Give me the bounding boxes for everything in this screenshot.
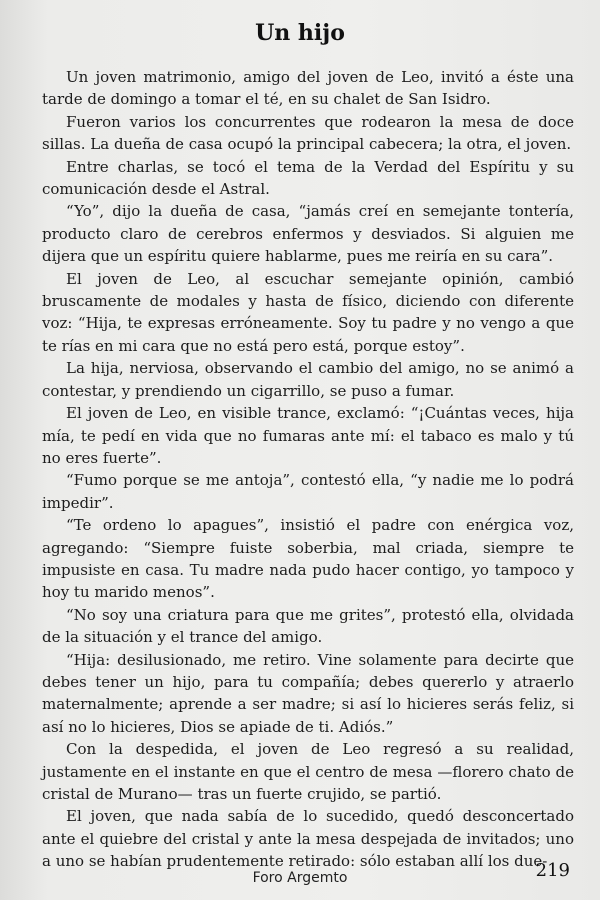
- paragraph: “Yo”, dijo la dueña de casa, “jamás creí en semejante tontería, producto claro de cerebros enfermos y desviados. Si alguien me dijera que un espíritu quiere hablarme, pues me reiría en su cara”.: [42, 202, 574, 266]
- paragraph: Entre charlas, se tocó el tema de la Verdad del Espíritu y su comunicación desde el Astral.: [42, 157, 574, 199]
- paragraph: El joven de Leo, en visible trance, exclamó: “¡Cuántas veces, hija mía, te pedí en vida que no fumaras ante mí: el tabaco es malo y tú no eres fuerte”.: [42, 404, 574, 467]
- paragraph: Fueron varios los concurrentes que rodearon la mesa de doce sillas. La dueña de casa ocupó la principal cabecera; la otra, el joven.: [42, 112, 574, 154]
- paragraph: “Te ordeno lo apagues”, insistió el padre con enérgica voz, agregando: “Siempre fuiste soberbia, mal criada, siempre te impusiste en casa. Tu madre nada pudo hacer contigo, yo tampoco y hoy tu marido menos”.: [42, 516, 574, 602]
- paragraph: “Fumo porque se me antoja”, contestó ella, “y nadie me lo podrá impedir”.: [42, 471, 574, 512]
- paragraph: “Hija: desilusionado, me retiro. Vine solamente para decirte que debes tener un hijo, para tu compañía; debes quererlo y atraerlo maternalmente; aprende a ser madre; si así lo hicieres serás feliz, si así no lo hicieres, Dios se apiade de ti. Adiós.”: [42, 650, 574, 736]
- paragraph: Un joven matrimonio, amigo del joven de Leo, invitó a éste una tarde de domingo a tomar el té, en su chalet de San Isidro.: [42, 68, 574, 109]
- footer-watermark: Foro Argemto: [252, 870, 348, 886]
- chapter-title: Un hijo: [255, 20, 345, 46]
- paragraph: El joven de Leo, al escuchar semejante opinión, cambió bruscamente de modales y hasta de físico, diciendo con diferente voz: “Hija, te expresas erróneamente. Soy tu padre y no vengo a que te rías en mi cara que no está pero está, porque estoy”.: [42, 269, 574, 355]
- page-number: 219: [535, 860, 570, 881]
- paragraph: El joven, que nada sabía de lo sucedido, quedó desconcertado ante el quiebre del cristal y ante la mesa despejada de invitados; uno a uno se habían prudentemente retirado: sólo estaban allí los due-: [42, 807, 574, 871]
- paragraph: Con la despedida, el joven de Leo regresó a su realidad, justamente en el instante en que el centro de mesa —florero chato de cristal de Murano— tras un fuerte crujido, se partió.: [42, 740, 574, 803]
- paragraph: La hija, nerviosa, observando el cambio del amigo, no se animó a contestar, y prendiendo un cigarrillo, se puso a fumar.: [42, 359, 574, 400]
- paragraph: “No soy una criatura para que me grites”, protestó ella, olvidada de la situación y el trance del amigo.: [42, 605, 574, 647]
- chapter-body: [42, 66, 574, 873]
